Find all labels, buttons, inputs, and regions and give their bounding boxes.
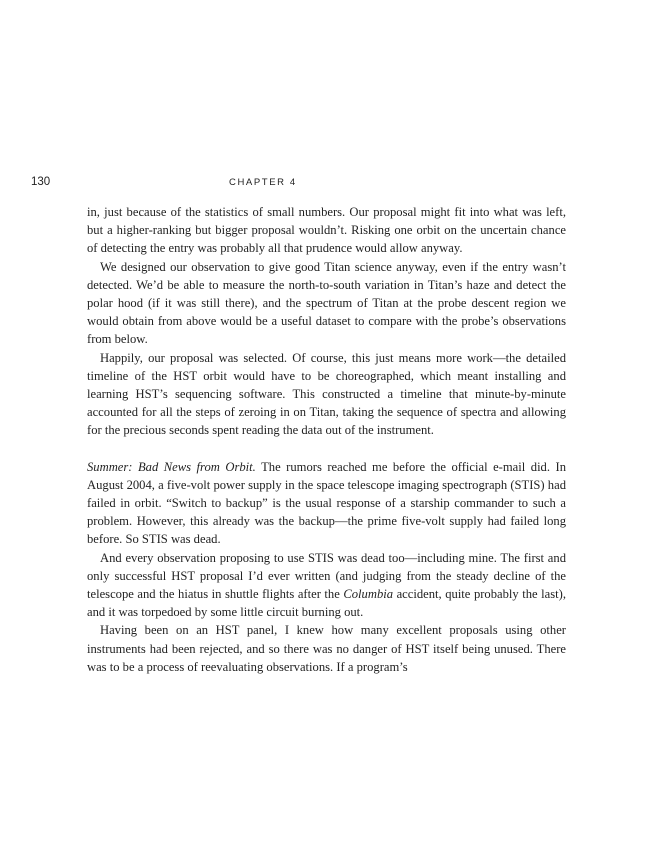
paragraph (87, 349, 566, 440)
paragraph (87, 549, 566, 622)
paragraph-text: in, just because of the statistics of small numbers. Our proposal might fit into what was left, but a higher-ranking but bigger proposal wouldn’t. Risking one orbit on the uncertain chance of detecting the entry was probably all that prudence would allow anyway. (87, 205, 566, 256)
body-text (87, 203, 566, 676)
section-heading: Summer: Bad News from Orbit. (87, 459, 256, 474)
paragraph (87, 203, 566, 258)
page-number: 130 (31, 176, 51, 188)
paragraph-text: The rumors reached me before the official e-mail did. In August 2004, a five-volt power supply in the space telescope imaging spectrograph (STIS) had failed in orbit. “Switch to backup” is the usual response of a starship commander to such a problem. However, this already was the backup—the prime five-volt supply had failed long before. So STIS was dead. (87, 459, 567, 547)
italic-term: Columbia (343, 587, 394, 602)
paragraph (87, 258, 566, 349)
paragraph-text: Happily, our proposal was selected. Of course, this just means more work—the detailed timeline of the HST orbit would have to be choreographed, which meant installing and learning HST’s sequencing software. This constructed a timeline that minute-by-minute accounted for all the steps of zeroing in on Titan, taking the sequence of spectra and allowing for the precious seconds spent reading the data out of the instrument. (87, 350, 566, 438)
paragraph-text: Having been on an HST panel, I knew how many excellent proposals using other instruments had been rejected, and so there was no danger of HST itself being unused. There was to be a process of reevaluating observations. If a program’s (87, 623, 566, 674)
page-header (31, 176, 591, 192)
paragraph (87, 621, 566, 676)
running-head: CHAPTER 4 (229, 177, 297, 188)
paragraph-text: We designed our observation to give good Titan science anyway, even if the entry wasn’t detected. We’d be able to measure the north-to-south variation in Titan’s haze and detect the polar hood (if it was still there), and the spectrum of Titan at the probe descent region we would obtain from above would be a useful dataset to compare with the probe’s observations from below. (87, 259, 566, 347)
paragraph-text: accident, quite probably the last), and it was torpedoed by some little circuit burning out. (87, 587, 566, 620)
paragraph-text: And every observation proposing to use STIS was dead too—including mine. The first and only successful HST proposal I’d ever written (and judging from the steady decline of the telescope and the hiatus in shuttle flights after the (87, 550, 566, 602)
paragraph (87, 458, 566, 549)
